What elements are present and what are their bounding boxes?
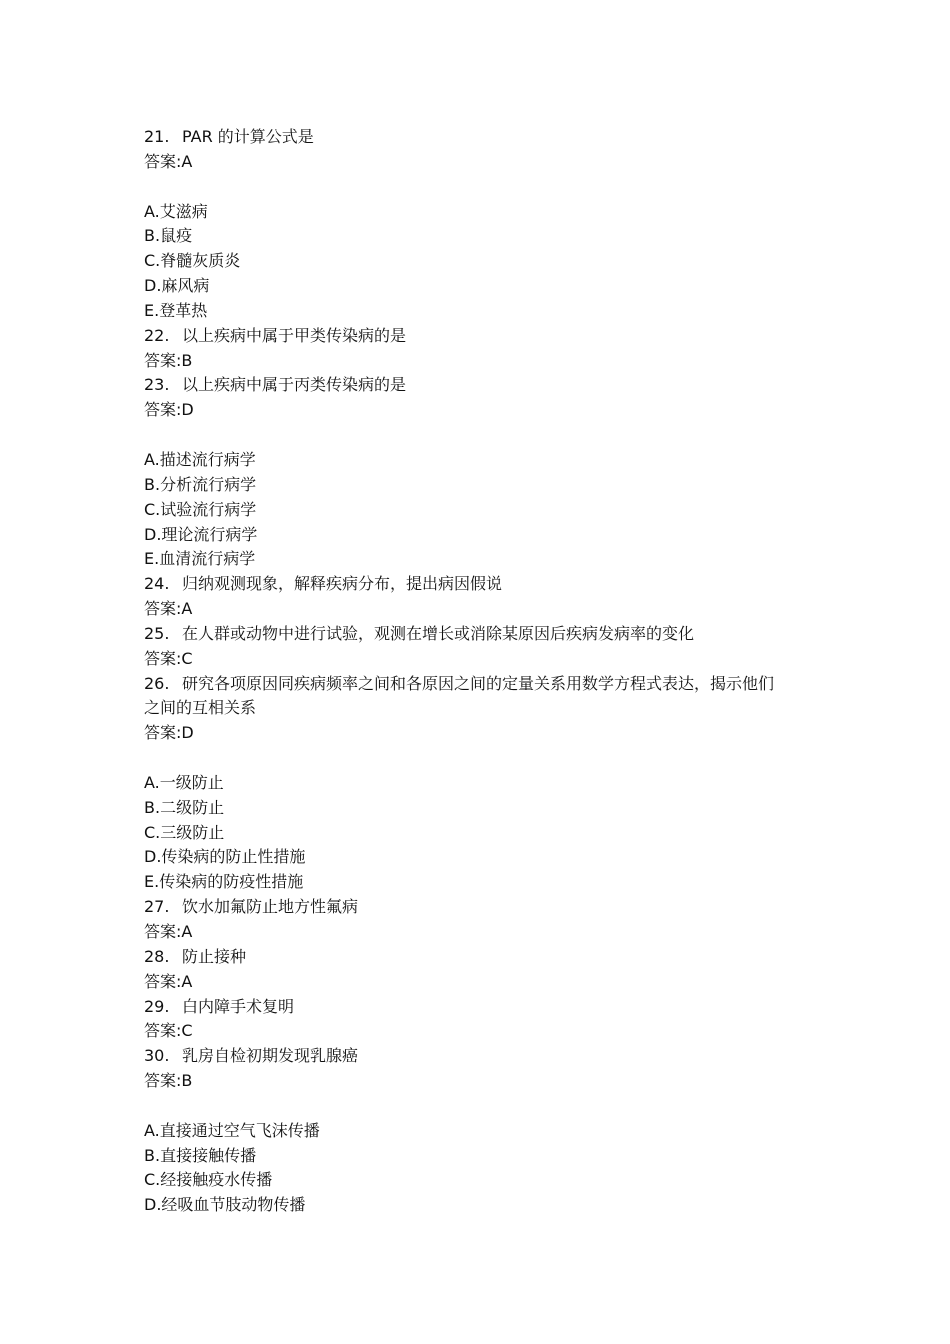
- option-line: C.试验流行病学: [144, 499, 257, 519]
- question-line: [144, 572, 824, 597]
- option-line: D.麻风病: [144, 276, 210, 296]
- question-number: 23.: [144, 375, 170, 395]
- option-line: D.传染病的防止性措施: [144, 847, 306, 867]
- option-line: A.一级防止: [144, 772, 224, 792]
- option-line: C.脊髓灰质炎: [144, 251, 241, 271]
- option-line: A.艾滋病: [144, 201, 208, 221]
- answer-line: 答案:A: [144, 922, 193, 941]
- question-text: 乳房自检初期发现乳腺癌: [182, 1046, 359, 1066]
- question-text: 白内障手术复明: [182, 996, 295, 1016]
- blank-line: [144, 423, 824, 448]
- document-page: [144, 125, 824, 1218]
- option-line: B.直接接触传播: [144, 1145, 257, 1165]
- option-line: C.经接触疫水传播: [144, 1170, 273, 1190]
- option-line: E.登革热: [144, 300, 208, 320]
- question-line: [144, 995, 824, 1020]
- question-text: PAR 的计算公式是: [182, 127, 314, 146]
- question-number: 22.: [144, 325, 170, 345]
- answer-line: 答案:B: [144, 350, 193, 370]
- question-number: 26.: [144, 673, 170, 693]
- question-line: [144, 324, 824, 349]
- answer-line: 答案:C: [144, 648, 193, 668]
- blank-line: [144, 746, 824, 771]
- question-number: 25.: [144, 623, 170, 643]
- answer-line: 答案:A: [144, 599, 193, 619]
- option-line: A.直接通过空气飞沫传播: [144, 1120, 320, 1140]
- question-number: 27.: [144, 897, 170, 917]
- option-line: B.分析流行病学: [144, 474, 257, 494]
- question-line: [144, 1044, 824, 1069]
- option-line: C.三级防止: [144, 822, 225, 842]
- question-number: 21.: [144, 127, 170, 146]
- question-line: [144, 373, 824, 398]
- answer-line: 答案:C: [144, 1021, 193, 1041]
- question-number: 24.: [144, 574, 170, 594]
- answer-line: 答案:A: [144, 971, 193, 991]
- blank-line: [144, 175, 824, 200]
- question-line: [144, 895, 824, 920]
- question-text: 防止接种: [182, 946, 247, 966]
- question-text: 在人群或动物中进行试验，观测在增长或消除某原因后疾病发病率的变化: [182, 623, 695, 643]
- question-text-continued: 之间的互相关系: [144, 698, 257, 718]
- answer-line: 答案:B: [144, 1071, 193, 1091]
- option-line: E.血清流行病学: [144, 549, 256, 569]
- blank-line: [144, 1094, 824, 1119]
- question-number: 28.: [144, 946, 170, 966]
- option-line: D.经吸血节肢动物传播: [144, 1195, 306, 1215]
- question-number: 29.: [144, 996, 170, 1016]
- option-line: B.鼠疫: [144, 226, 193, 246]
- option-line: D.理论流行病学: [144, 524, 258, 544]
- question-line: [144, 672, 824, 697]
- question-number: 30.: [144, 1046, 170, 1066]
- question-line: [144, 622, 824, 647]
- option-line: E.传染病的防疫性措施: [144, 872, 304, 892]
- question-line: [144, 945, 824, 970]
- question-text: 饮水加氟防止地方性氟病: [182, 897, 359, 917]
- answer-line: 答案:A: [144, 151, 193, 171]
- question-text: 以上疾病中属于甲类传染病的是: [182, 325, 407, 345]
- answer-line: 答案:D: [144, 723, 194, 743]
- option-line: B.二级防止: [144, 797, 225, 817]
- question-text: 以上疾病中属于丙类传染病的是: [182, 375, 407, 395]
- answer-line: 答案:D: [144, 400, 194, 420]
- question-line: [144, 125, 824, 150]
- option-line: A.描述流行病学: [144, 449, 256, 469]
- question-text: 归纳观测现象，解释疾病分布，提出病因假说: [182, 574, 503, 594]
- question-text: 研究各项原因同疾病频率之间和各原因之间的定量关系用数学方程式表达，揭示他们: [182, 673, 775, 693]
